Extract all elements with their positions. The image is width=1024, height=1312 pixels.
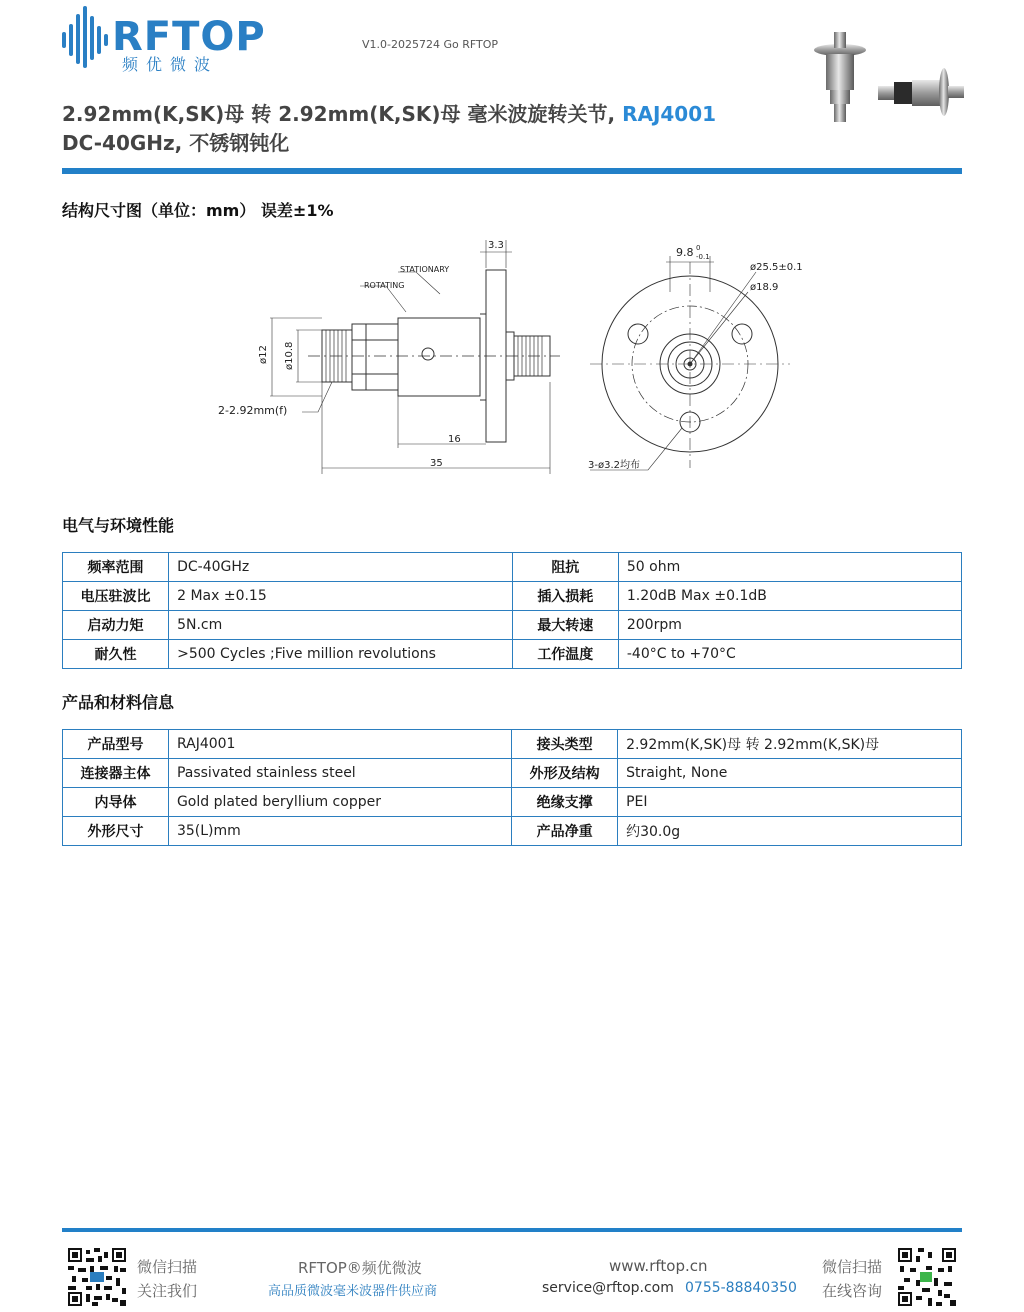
spec-label: 阻抗 [512,553,618,582]
table-row [63,730,962,759]
label-stationary: STATIONARY [400,265,450,274]
spec-value: 200rpm [618,611,961,640]
spec-label: 频率范围 [63,553,169,582]
wechat-consult-line1: 微信扫描 [822,1258,883,1276]
spec-value: >500 Cycles ;Five million revolutions [169,640,513,669]
footer-phone[interactable]: 0755-88840350 [685,1280,797,1296]
header-divider [62,168,962,174]
spec-value: 35(L)mm [168,817,511,846]
footer-divider [62,1228,962,1232]
spec-value: 2.92mm(K,SK)母 转 2.92mm(K,SK)母 [618,730,962,759]
dimension-drawing [200,232,820,482]
table-row [63,582,962,611]
spec-value: PEI [618,788,962,817]
footer-website-link[interactable]: www.rftop.cn [609,1257,708,1275]
spec-value: -40°C to +70°C [618,640,961,669]
spec-value: RAJ4001 [168,730,511,759]
table-row [63,788,962,817]
drawing-section-title: 结构尺寸图（单位：mm） 误差±1% [62,201,334,220]
material-section-title: 产品和材料信息 [62,693,175,712]
label-holes: 3-ø3.2均布 [588,460,640,471]
spec-label: 产品型号 [63,730,169,759]
spec-value: 2 Max ±0.15 [169,582,513,611]
spec-value: 5N.cm [169,611,513,640]
spec-label: 产品净重 [512,817,618,846]
table-row [63,640,962,669]
page-subtitle: DC-40GHz, 不锈钢钝化 [62,131,290,155]
spec-label: 耐久性 [63,640,169,669]
footer-brand: RFTOP®频优微波 [298,1259,422,1277]
spec-label: 连接器主体 [63,759,169,788]
page-title: 2.92mm(K,SK)母 转 2.92mm(K,SK)母 毫米波旋转关节, RAJ4001 [62,102,717,126]
label-rotating: ROTATING [364,281,405,290]
electrical-section-title: 电气与环境性能 [62,516,175,535]
qr-code-icon[interactable] [898,1248,956,1306]
dim-35: 35 [430,458,443,469]
label-connector: 2-2.92mm(f) [218,404,288,417]
material-spec-table [62,729,962,846]
table-row [63,759,962,788]
dim-16: 16 [448,434,461,445]
spec-label: 插入损耗 [512,582,618,611]
spec-label: 电压驻波比 [63,582,169,611]
dim-3-3: 3.3 [488,240,504,251]
dim-tolerance-lower: -0.1 [696,253,710,261]
spec-value: 1.20dB Max ±0.1dB [618,582,961,611]
spec-value: 50 ohm [618,553,961,582]
spec-label: 工作温度 [512,640,618,669]
rotary-joint-photo-icon [808,28,968,128]
table-row [63,553,962,582]
spec-label: 接头类型 [512,730,618,759]
wechat-follow-line2: 关注我们 [137,1282,198,1300]
table-row [63,611,962,640]
spec-value: Passivated stainless steel [168,759,511,788]
footer-slogan: 高品质微波毫米波器件供应商 [268,1284,438,1299]
version-label: V1.0-2025724 Go RFTOP [362,38,499,51]
spec-value: DC-40GHz [169,553,513,582]
dim-phi18-9: ø18.9 [750,282,779,293]
wechat-follow-line1: 微信扫描 [137,1258,198,1276]
spec-label: 外形尺寸 [63,817,169,846]
spec-label: 启动力矩 [63,611,169,640]
spec-label: 最大转速 [512,611,618,640]
dim-phi25-5: ø25.5±0.1 [750,262,803,273]
spec-value: Gold plated beryllium copper [168,788,511,817]
logo-text: RFTOP [112,14,266,60]
qr-code-icon[interactable] [68,1248,126,1306]
model-number: RAJ4001 [622,102,717,126]
spec-value: Straight, None [618,759,962,788]
logo-wave-icon [62,6,112,68]
spec-value: 约30.0g [618,817,962,846]
logo-cn: 频优微波 [122,55,219,74]
dim-phi12: ø12 [258,345,269,364]
table-row [63,817,962,846]
electrical-spec-table [62,552,962,669]
spec-label: 外形及结构 [512,759,618,788]
wechat-consult-line2: 在线咨询 [822,1282,883,1300]
dim-9-8: 9.8 [676,246,694,259]
dim-tolerance-upper: 0 [696,244,701,252]
spec-label: 绝缘支撑 [512,788,618,817]
spec-label: 内导体 [63,788,169,817]
footer-email-link[interactable]: service@rftop.com [542,1280,674,1296]
dim-phi10-8: ø10.8 [284,341,295,370]
